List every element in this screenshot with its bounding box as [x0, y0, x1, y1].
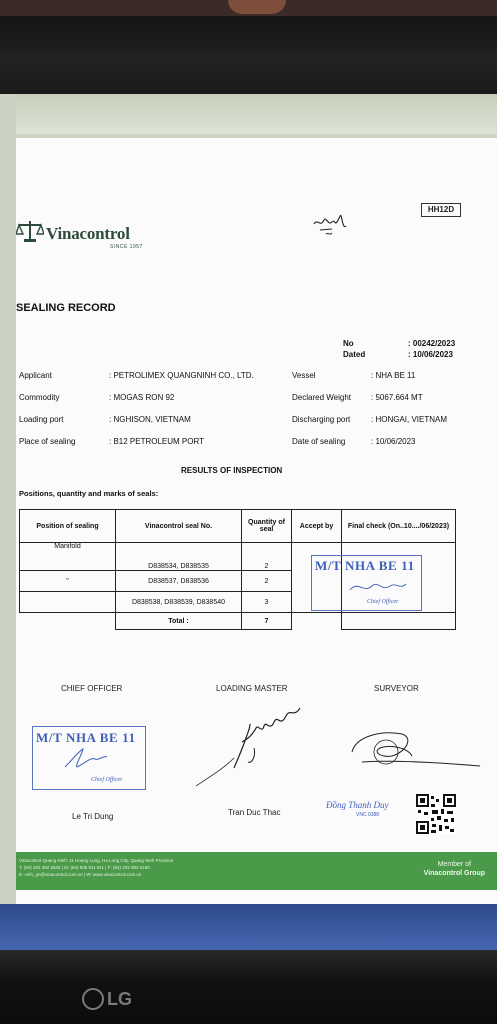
monitor-screen	[0, 94, 497, 950]
col-seal-no: Vinacontrol seal No.	[116, 510, 242, 543]
surveyor-name: Đồng Thanh Duy	[326, 800, 389, 810]
date-of-sealing-label: Date of sealing	[292, 437, 346, 446]
vessel-value: : NHA BE 11	[371, 371, 416, 380]
document-page	[16, 138, 497, 904]
chief-officer-title: CHIEF OFFICER	[61, 684, 123, 693]
cell-position: Manifold	[20, 543, 116, 571]
background-object	[228, 0, 286, 14]
cell-position	[20, 592, 116, 613]
footer-member-group: Vinacontrol Group	[423, 870, 485, 877]
cell-empty	[20, 613, 116, 630]
loading-port-value: : NGHISON, VIETNAM	[109, 415, 191, 424]
loading-master-title: LOADING MASTER	[216, 684, 288, 693]
no-label: No	[343, 339, 354, 348]
surveyor-signature	[342, 722, 482, 782]
no-value: : 00242/2023	[408, 339, 456, 348]
cell-seals: D838537, D838536	[116, 571, 242, 592]
col-accept-by: Accept by	[292, 510, 342, 543]
col-position: Position of sealing	[20, 510, 116, 543]
cell-total-value: 7	[242, 613, 292, 630]
loading-master-name: Tran Duc Thac	[228, 808, 281, 817]
qr-code-icon	[416, 794, 456, 834]
footer-member	[424, 860, 485, 878]
form-code-box: HH12D	[421, 203, 461, 217]
cell-quantity: 3	[242, 592, 292, 613]
loading-port-label: Loading port	[19, 415, 64, 424]
table-total-row	[20, 613, 456, 630]
vinacontrol-logo	[16, 218, 176, 252]
discharging-port-label: Discharging port	[292, 415, 351, 424]
dated-value: : 10/06/2023	[408, 350, 453, 359]
cell-empty	[342, 613, 456, 630]
commodity-label: Commodity	[19, 393, 60, 402]
logo-since: SINCE 1957	[110, 244, 143, 250]
place-of-sealing-label: Place of sealing	[19, 437, 76, 446]
col-quantity: Quantity of seal	[242, 510, 292, 543]
chief-officer-name: Le Tri Dung	[72, 812, 114, 821]
declared-weight-label: Declared Weight	[292, 393, 351, 402]
stamp-role: Chief Officer	[367, 599, 399, 605]
cell-quantity: 2	[242, 571, 292, 592]
initials-signature	[312, 210, 352, 240]
cell-position: "	[20, 571, 116, 592]
discharging-port-value: : HONGAI, VIETNAM	[371, 415, 448, 424]
footer-address-line: Vinacontrol Quang Ninh: 11 Hoang Long, Ha Long City, Quang Ninh Province	[19, 858, 174, 863]
commodity-value: : MOGAS RON 92	[109, 393, 175, 402]
chief-officer-signature	[61, 747, 111, 771]
col-final-check: Final check (On..10..../06/2023)	[342, 510, 456, 543]
taskbar-strip	[0, 904, 497, 950]
cell-quantity: 2	[242, 543, 292, 571]
footer-address	[19, 857, 173, 878]
logo-wordmark: Vinacontrol	[46, 224, 130, 243]
viewer-toolbar-strip	[0, 94, 497, 134]
lg-logo-icon	[82, 988, 104, 1010]
declared-weight-value: : 5067.664 MT	[371, 393, 423, 402]
loading-master-signature	[194, 698, 314, 788]
cell-seals: D838538, D838539, D838540	[116, 592, 242, 613]
results-title: RESULTS OF INSPECTION	[181, 466, 283, 475]
stamp-role: Chief Officer	[91, 777, 123, 783]
surveyor-id: VNC 0388	[356, 812, 380, 818]
stamp-vessel-name: M/T NHA BE 11	[315, 558, 415, 573]
document-footer	[16, 852, 497, 890]
document-title: SEALING RECORD	[16, 302, 116, 314]
vessel-label: Vessel	[292, 371, 316, 380]
monitor-brand-logo	[82, 988, 132, 1010]
stamp-vessel-name: M/T NHA BE 11	[36, 730, 136, 745]
viewer-left-margin	[0, 94, 16, 950]
footer-address-line: E: vnfn_qn@vinacontrol.com.vn | W: www.vinacontrol.com.vn	[19, 872, 142, 877]
cell-total-label: Total :	[116, 613, 242, 630]
cell-empty	[292, 613, 342, 630]
monitor-top-bezel	[0, 16, 497, 94]
vessel-stamp-table	[311, 555, 422, 611]
stamp-signature	[348, 578, 408, 596]
vessel-stamp-chief-officer	[32, 726, 146, 790]
positions-title: Positions, quantity and marks of seals:	[19, 489, 159, 498]
table-header-row	[20, 510, 456, 543]
monitor-bottom-bezel	[0, 950, 497, 1024]
surveyor-title: SURVEYOR	[374, 684, 419, 693]
scales-icon	[16, 218, 44, 244]
cell-seals: D838534, D838535	[116, 543, 242, 571]
applicant-value: : PETROLIMEX QUANGNINH CO., LTD.	[109, 371, 254, 380]
monitor-brand-text: LG	[107, 989, 132, 1009]
date-of-sealing-value: : 10/06/2023	[371, 437, 416, 446]
applicant-label: Applicant	[19, 371, 52, 380]
dated-label: Dated	[343, 350, 366, 359]
place-of-sealing-value: : B12 PETROLEUM PORT	[109, 437, 204, 446]
footer-member-line: Member of	[437, 861, 472, 868]
footer-address-line: T: (84) 203 382 5535 | M: (84) 936 911 811 | F: (84) 203 382 6160	[19, 865, 150, 870]
background-wall	[0, 0, 497, 16]
